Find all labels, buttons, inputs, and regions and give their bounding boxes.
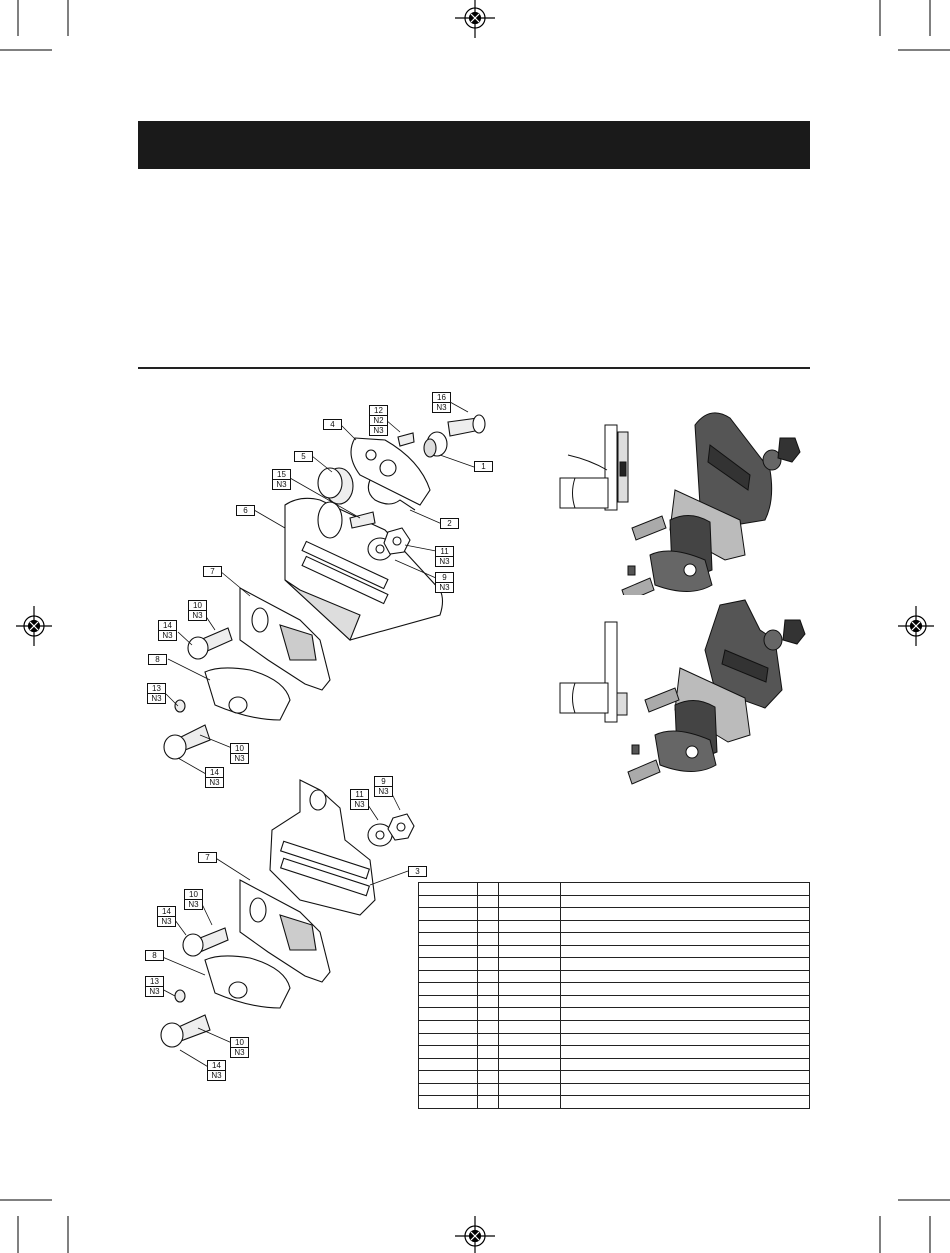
table-row	[419, 958, 810, 971]
assembly-render-upper	[550, 405, 810, 595]
table-cell	[561, 883, 810, 896]
callout-number: 13	[145, 976, 164, 987]
table-cell	[561, 1058, 810, 1071]
table-cell	[478, 895, 499, 908]
callout-number: 15	[272, 469, 291, 480]
table-cell	[419, 1058, 478, 1071]
table-cell	[419, 983, 478, 996]
table-cell	[499, 1046, 561, 1059]
table-row	[419, 1033, 810, 1046]
table-cell	[419, 933, 478, 946]
callout-upper-5	[272, 469, 291, 490]
callout-number: 6	[236, 505, 255, 516]
callout-code: N3	[432, 402, 451, 413]
table-row	[419, 883, 810, 896]
table-cell	[561, 1021, 810, 1034]
callout-number: 8	[145, 950, 164, 961]
table-cell	[419, 895, 478, 908]
table-row	[419, 983, 810, 996]
table-row	[419, 920, 810, 933]
table-cell	[478, 883, 499, 896]
table-cell	[499, 1096, 561, 1109]
table-cell	[478, 920, 499, 933]
table-cell	[478, 1008, 499, 1021]
table-cell	[561, 1008, 810, 1021]
table-cell	[419, 970, 478, 983]
table-cell	[419, 958, 478, 971]
table-cell	[561, 933, 810, 946]
callout-number: 5	[294, 451, 313, 462]
table-row	[419, 1008, 810, 1021]
table-cell	[419, 908, 478, 921]
callout-number: 10	[230, 1037, 249, 1048]
table-cell	[478, 983, 499, 996]
callout-code: N3	[435, 556, 454, 567]
table-cell	[419, 945, 478, 958]
table-cell	[478, 1046, 499, 1059]
table-cell	[499, 1008, 561, 1021]
parts-list-table	[418, 882, 810, 1109]
table-cell	[499, 883, 561, 896]
table-cell	[561, 945, 810, 958]
table-cell	[561, 983, 810, 996]
table-cell	[499, 1071, 561, 1084]
table-cell	[478, 995, 499, 1008]
callout-code: N3	[145, 986, 164, 997]
callout-number: 4	[323, 419, 342, 430]
callout-upper-8	[435, 546, 454, 567]
callout-code: N3	[205, 777, 224, 788]
callout-lower-6	[145, 950, 164, 961]
callout-code: N3	[272, 479, 291, 490]
table-row	[419, 895, 810, 908]
table-cell	[499, 945, 561, 958]
callout-number: 14	[205, 767, 224, 778]
callout-number: 10	[184, 889, 203, 900]
callout-code: N3	[184, 899, 203, 910]
callout-number: 9	[435, 572, 454, 583]
table-cell	[561, 1096, 810, 1109]
table-cell	[499, 895, 561, 908]
callout-lower-2	[408, 866, 427, 877]
table-cell	[478, 945, 499, 958]
callout-upper-10	[203, 566, 222, 577]
table-cell	[561, 970, 810, 983]
table-cell	[561, 995, 810, 1008]
callout-number: 8	[148, 654, 167, 665]
callout-number: 1	[474, 461, 493, 472]
callout-lower-5	[157, 906, 176, 927]
table-row	[419, 970, 810, 983]
callout-upper-7	[236, 505, 255, 516]
callout-upper-9	[435, 572, 454, 593]
table-cell	[478, 970, 499, 983]
callout-number: 2	[440, 518, 459, 529]
callout-number: 7	[198, 852, 217, 863]
callout-number: 11	[435, 546, 454, 557]
table-cell	[419, 1083, 478, 1096]
table-cell	[499, 920, 561, 933]
table-cell	[478, 1083, 499, 1096]
callout-number: 3	[408, 866, 427, 877]
table-cell	[561, 895, 810, 908]
table-row	[419, 1083, 810, 1096]
table-row	[419, 908, 810, 921]
callout-number: 12	[369, 405, 388, 416]
callout-code: N3	[157, 916, 176, 927]
callout-upper-3	[474, 461, 493, 472]
table-cell	[561, 1071, 810, 1084]
callout-upper-16	[205, 767, 224, 788]
table-cell	[478, 1058, 499, 1071]
table-cell	[419, 1033, 478, 1046]
table-cell	[419, 1021, 478, 1034]
table-row	[419, 995, 810, 1008]
table-cell	[561, 1046, 810, 1059]
callout-upper-6	[440, 518, 459, 529]
callout-code: N3	[230, 753, 249, 764]
callout-lower-4	[184, 889, 203, 910]
table-cell	[561, 958, 810, 971]
callout-code: N3	[369, 425, 388, 436]
table-row	[419, 1071, 810, 1084]
callout-code: N2	[369, 415, 388, 426]
table-cell	[478, 1071, 499, 1084]
table-cell	[499, 958, 561, 971]
table-cell	[499, 908, 561, 921]
table-cell	[561, 1033, 810, 1046]
callout-code: N3	[350, 799, 369, 810]
table-row	[419, 933, 810, 946]
callout-number: 9	[374, 776, 393, 787]
table-row	[419, 1046, 810, 1059]
callout-upper-1	[369, 405, 388, 436]
callout-code: N3	[207, 1070, 226, 1081]
callout-lower-8	[230, 1037, 249, 1058]
table-cell	[478, 1096, 499, 1109]
table-row	[419, 945, 810, 958]
callout-upper-0	[432, 392, 451, 413]
callout-upper-13	[148, 654, 167, 665]
callout-number: 14	[158, 620, 177, 631]
callout-lower-3	[198, 852, 217, 863]
callout-code: N3	[230, 1047, 249, 1058]
callout-number: 13	[147, 683, 166, 694]
table-cell	[478, 958, 499, 971]
callout-code: N3	[147, 693, 166, 704]
table-cell	[499, 1033, 561, 1046]
table-cell	[419, 1046, 478, 1059]
table-cell	[419, 920, 478, 933]
callout-lower-7	[145, 976, 164, 997]
assembly-render-lower	[550, 595, 810, 785]
table-row	[419, 1096, 810, 1109]
table-cell	[561, 1083, 810, 1096]
callout-upper-11	[188, 600, 207, 621]
table-cell	[499, 1083, 561, 1096]
table-row	[419, 1058, 810, 1071]
callout-upper-12	[158, 620, 177, 641]
table-cell	[478, 933, 499, 946]
callout-code: N3	[188, 610, 207, 621]
callout-number: 14	[207, 1060, 226, 1071]
table-row	[419, 1021, 810, 1034]
table-cell	[419, 883, 478, 896]
callout-number: 11	[350, 789, 369, 800]
table-cell	[499, 983, 561, 996]
callout-code: N3	[374, 786, 393, 797]
table-cell	[499, 933, 561, 946]
callout-number: 16	[432, 392, 451, 403]
table-cell	[499, 1058, 561, 1071]
callout-number: 7	[203, 566, 222, 577]
callout-code: N3	[158, 630, 177, 641]
callout-upper-15	[230, 743, 249, 764]
callout-upper-14	[147, 683, 166, 704]
table-cell	[478, 1021, 499, 1034]
callout-lower-0	[350, 789, 369, 810]
table-cell	[561, 908, 810, 921]
table-cell	[478, 1033, 499, 1046]
table-cell	[419, 1071, 478, 1084]
table-cell	[419, 995, 478, 1008]
callout-upper-2	[323, 419, 342, 430]
callout-number: 14	[157, 906, 176, 917]
callout-lower-9	[207, 1060, 226, 1081]
callout-lower-1	[374, 776, 393, 797]
callout-number: 10	[230, 743, 249, 754]
table-cell	[561, 920, 810, 933]
callout-number: 10	[188, 600, 207, 611]
table-cell	[419, 1008, 478, 1021]
table-cell	[478, 908, 499, 921]
table-cell	[499, 995, 561, 1008]
table-cell	[499, 970, 561, 983]
callout-code: N3	[435, 582, 454, 593]
table-cell	[499, 1021, 561, 1034]
table-cell	[419, 1096, 478, 1109]
callout-upper-4	[294, 451, 313, 462]
